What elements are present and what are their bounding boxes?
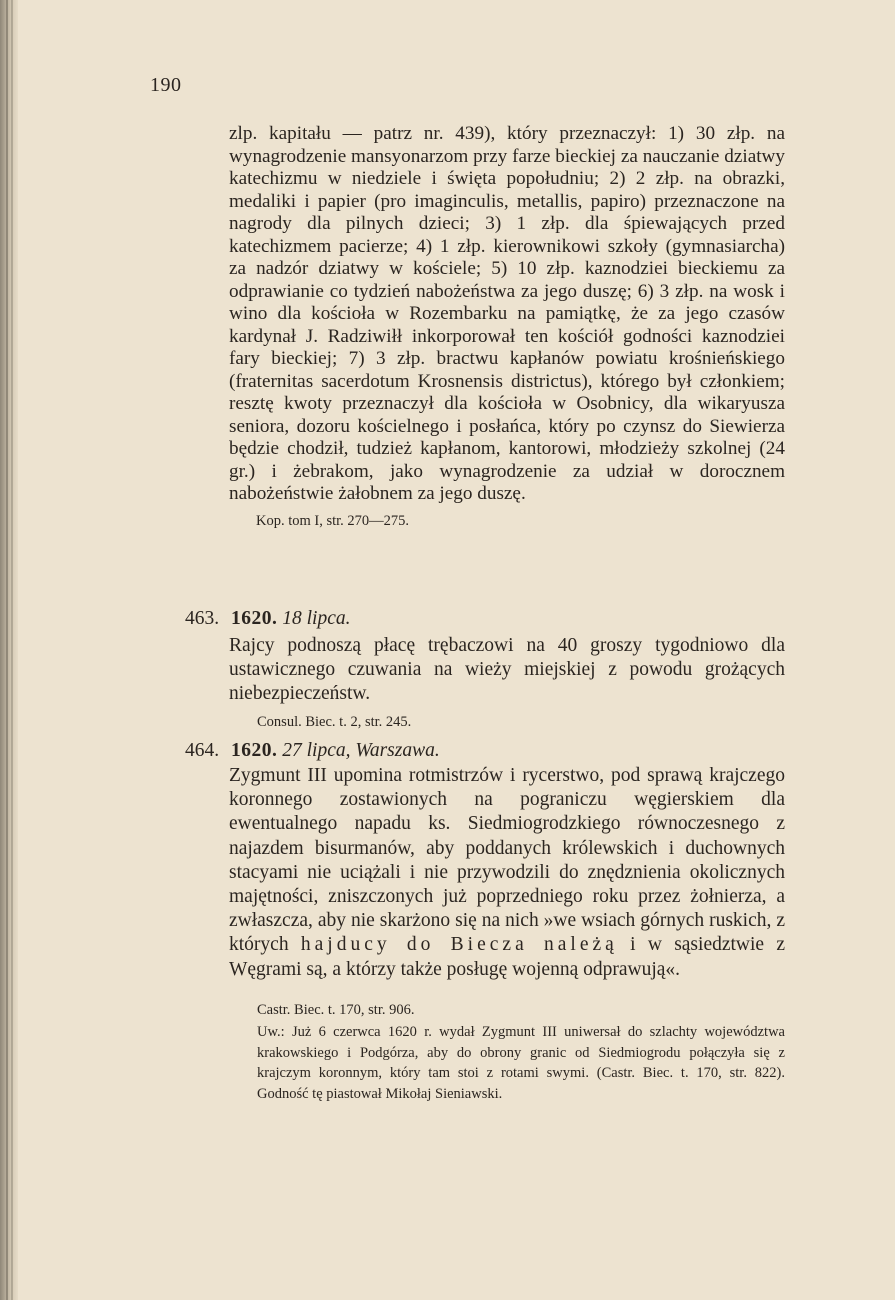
entry-year: 1620. (231, 608, 278, 629)
entry-year: 1620. (231, 740, 278, 761)
binding-line (11, 0, 13, 1300)
entry-body-emphasis: hajducy do Biecza należą (300, 934, 618, 956)
page-binding-edge (0, 0, 18, 1300)
entry-date: 27 lipca, Warszawa. (282, 740, 440, 761)
entry-reference: Castr. Biec. t. 170, str. 906. (257, 1002, 415, 1018)
entry-body: Rajcy podnoszą płacę trębaczowi na 40 groszy tygodniowo dla ustawicznego czuwania na wieży miejskiej z powodu grożących niebezpieczeństw. (229, 635, 785, 705)
binding-line (6, 0, 8, 1300)
page-number: 190 (150, 74, 182, 96)
entry-heading (231, 740, 440, 762)
entry-number: 464. (185, 740, 220, 761)
continuation-text: zlp. kapitału — patrz nr. 439), który przeznaczył: 1) 30 złp. na wynagrodzenie mansyonarzom przy farze bieckiej za nauczanie dziatwy katechizmu w niedziele i święta popołudniu; 2) 2 złp. na obrazki, medaliki i papier (pro imaginculis, metallis, papiro) przeznaczone na nagrody dla pilnych dzieci; 3) 1 złp. dla śpiewających przed katechizmem pacierze; 4) 1 złp. kierownikowi szkoły (gymnasiarcha) za nadzór dziatwy w kościele; 5) 10 złp. kaznodziei bieckiemu za odprawianie co tydzień nabożeństwa za jego duszę; 6) 3 złp. na wosk i wino dla kościoła w Rozembarku na pamiątkę, że za jego czasów kardynał J. Radziwiłł inkorporował ten kościół godności kaznodziei fary bieckiej; 7) 3 złp. bractwu kapłanów powiatu krośnieńskiego (fraternitas sacerdotum Krosnensis districtus), którego był członkiem; resztę kwoty przeznaczył dla kościoła w Osobnicy, dla wikaryusza seniora, dozoru kościelnego i posłańca, który po czynsz do Siewierza będzie chodził, tudzież kapłanom, kantorowi, młodzieży szkolnej (24 gr.) i żebrakom, jako wynagrodzenie za udział w dorocznem nabożeństwie żałobnem za jego duszę. (229, 123, 785, 504)
entry-reference: Consul. Biec. t. 2, str. 245. (257, 714, 412, 730)
entry-number: 463. (185, 608, 220, 629)
entry-body-text: i w sąsiedztwie z Węgrami są, a którzy także posługę wojenną odprawują«. (229, 934, 786, 980)
entry-date: 18 lipca. (282, 608, 351, 629)
continuation-paragraph (229, 123, 785, 531)
entry-references (257, 1000, 785, 1104)
entry-body (229, 764, 785, 982)
entry-note: Uw.: Już 6 czerwca 1620 r. wydał Zygmunt III uniwersał do szlachty województwa krakowskiego i Podgórza, aby do obrony granic od Siedmiogrodu połączyła się z krajczym koronnym, który tam stoi z rotami swymi. (Castr. Biec. t. 170, str. 822). Godność tę piastował Mikołaj Sieniawski. (257, 1024, 785, 1102)
continuation-reference: Kop. tom I, str. 270—275. (256, 512, 410, 529)
entry-heading (231, 608, 351, 630)
entry-body-text: Zygmunt III upomina rotmistrzów i rycerstwo, pod sprawą krajczego koronnego zostawionych na pograniczu węgierskiem dla ewentualnego napadu ks. Siedmiogrodzkiego równoczesnego z najazdem bisurmanów, aby poddanych królewskich i duchownych stacyami nie uciążali i nie przywodzili do znędznienia okolicznych majętności, zniszczonych już poprzedniego roku przez żołnierza, a zwłaszcza, aby nie skarżono się na nich »we wsiach górnych ruskich, z których (229, 765, 785, 956)
